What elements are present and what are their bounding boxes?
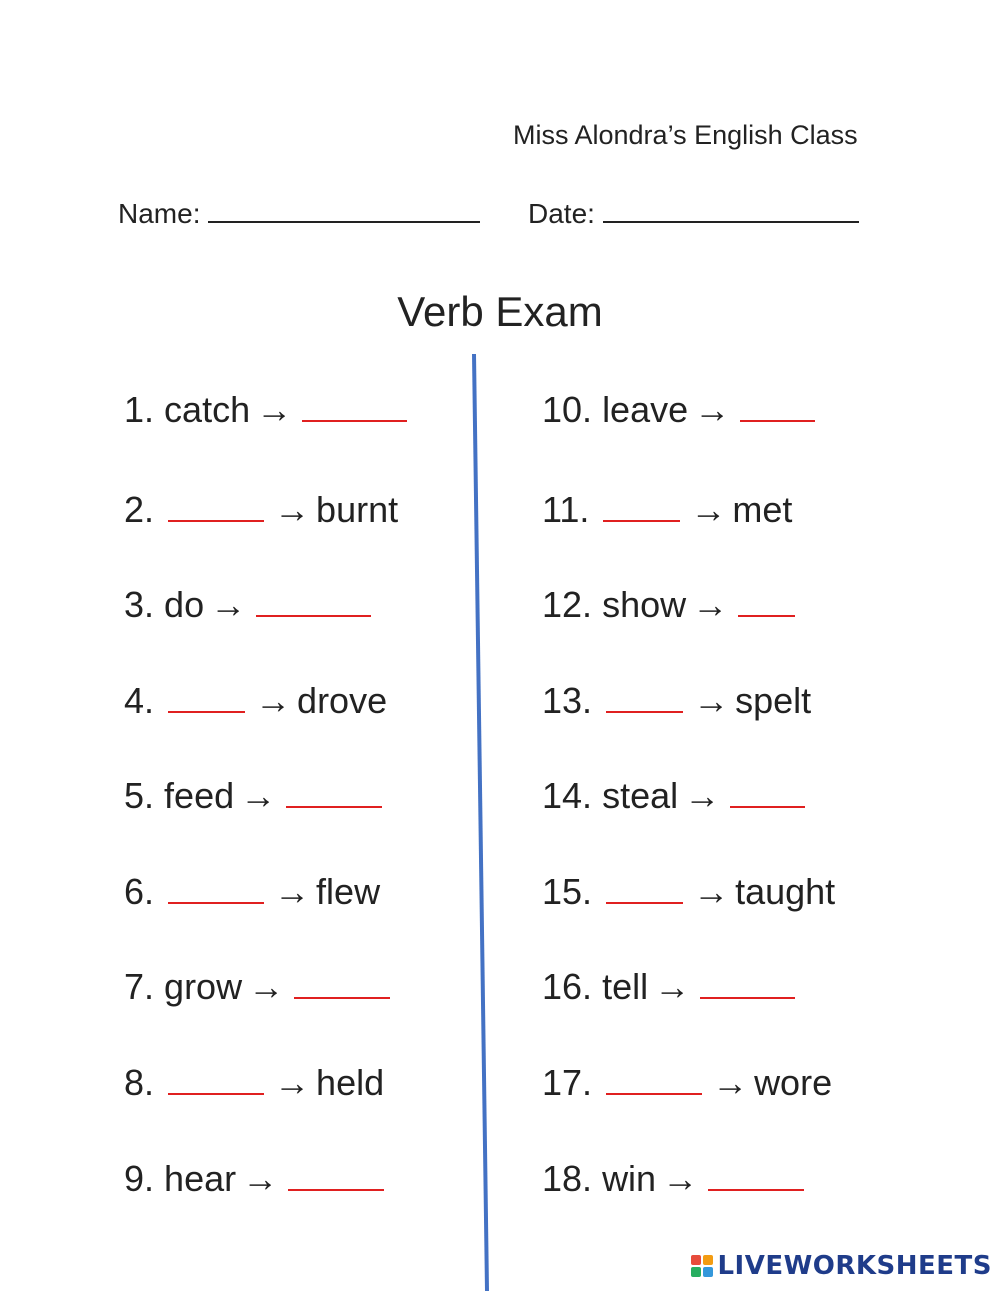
answer-blank[interactable] [738, 585, 795, 617]
answer-blank[interactable] [606, 1063, 702, 1095]
arrow-icon: → [248, 966, 285, 1007]
answer-blank[interactable] [730, 776, 805, 808]
item-number: 1. [124, 389, 155, 430]
answer-blank[interactable] [288, 1159, 384, 1191]
date-label: Date: [528, 198, 595, 229]
answer-blank[interactable] [294, 967, 390, 999]
arrow-icon: → [240, 775, 277, 816]
liveworksheets-logo [691, 1251, 992, 1281]
answer-blank[interactable] [168, 1063, 264, 1095]
verb-word: feed [164, 775, 235, 816]
verb-word: steal [602, 775, 679, 816]
item-number: 12. [542, 584, 593, 625]
verb-word: tell [602, 966, 649, 1007]
exercise-item [542, 583, 799, 627]
answer-blank[interactable] [286, 776, 382, 808]
verb-word: wore [754, 1062, 833, 1103]
item-number: 5. [124, 775, 155, 816]
answer-blank[interactable] [700, 967, 795, 999]
item-number: 13. [542, 680, 593, 721]
answer-blank[interactable] [603, 490, 680, 522]
exercise-item [124, 774, 386, 818]
exercise-item [542, 388, 819, 432]
item-number: 4. [124, 680, 155, 721]
verb-word: do [164, 584, 205, 625]
arrow-icon: → [210, 584, 247, 625]
arrow-icon: → [712, 1062, 749, 1103]
verb-word: met [732, 489, 793, 530]
item-number: 6. [124, 871, 155, 912]
verb-word: drove [297, 680, 388, 721]
verb-word: catch [164, 389, 251, 430]
class-title: Miss Alondra’s English Class [513, 120, 858, 150]
answer-blank[interactable] [740, 390, 815, 422]
item-number: 18. [542, 1158, 593, 1199]
arrow-icon: → [274, 871, 311, 912]
exercise-item [124, 1061, 384, 1105]
arrow-icon: → [274, 1062, 311, 1103]
verb-word: hear [164, 1158, 237, 1199]
exercise-item [124, 679, 387, 723]
arrow-icon: → [256, 389, 293, 430]
arrow-icon: → [690, 489, 727, 530]
exercise-item [542, 965, 799, 1009]
item-number: 10. [542, 389, 593, 430]
arrow-icon: → [662, 1158, 699, 1199]
arrow-icon: → [242, 1158, 279, 1199]
verb-word: flew [316, 871, 381, 912]
name-label: Name: [118, 198, 201, 229]
exercise-item [124, 488, 398, 532]
item-number: 2. [124, 489, 155, 530]
arrow-icon: → [693, 680, 730, 721]
answer-blank[interactable] [256, 585, 371, 617]
arrow-icon: → [654, 966, 691, 1007]
exercise-item [124, 583, 375, 627]
answer-blank[interactable] [302, 390, 407, 422]
answer-blank[interactable] [606, 681, 683, 713]
item-number: 14. [542, 775, 593, 816]
verb-word: leave [602, 389, 689, 430]
exercise-item [124, 388, 411, 432]
item-number: 7. [124, 966, 155, 1007]
answer-blank[interactable] [708, 1159, 804, 1191]
exercise-item [542, 1157, 808, 1201]
verb-word: grow [164, 966, 243, 1007]
arrow-icon: → [255, 680, 292, 721]
verb-word: burnt [316, 489, 399, 530]
item-number: 15. [542, 871, 593, 912]
page-title: Verb Exam [397, 288, 603, 335]
exercise-item [542, 679, 811, 723]
verb-word: held [316, 1062, 385, 1103]
item-number: 8. [124, 1062, 155, 1103]
liveworksheets-logo-icon [691, 1255, 713, 1277]
item-number: 16. [542, 966, 593, 1007]
arrow-icon: → [692, 584, 729, 625]
exercise-item [542, 1061, 832, 1105]
verb-word: win [602, 1158, 657, 1199]
exercise-item [542, 870, 835, 914]
exercise-item [124, 965, 394, 1009]
answer-blank[interactable] [606, 872, 683, 904]
verb-word: show [602, 584, 687, 625]
arrow-icon: → [694, 389, 731, 430]
arrow-icon: → [274, 489, 311, 530]
answer-blank[interactable] [168, 681, 245, 713]
exercise-item [542, 774, 809, 818]
exercise-item [542, 488, 792, 532]
item-number: 17. [542, 1062, 593, 1103]
verb-word: spelt [735, 680, 812, 721]
arrow-icon: → [693, 871, 730, 912]
item-number: 9. [124, 1158, 155, 1199]
exercise-item [124, 1157, 388, 1201]
answer-blank[interactable] [168, 872, 264, 904]
answer-blank[interactable] [168, 490, 264, 522]
logo-text: LIVEWORKSHEETS [717, 1251, 992, 1281]
item-number: 3. [124, 584, 155, 625]
verb-word: taught [735, 871, 836, 912]
exercise-item [124, 870, 380, 914]
arrow-icon: → [684, 775, 721, 816]
item-number: 11. [542, 489, 590, 530]
